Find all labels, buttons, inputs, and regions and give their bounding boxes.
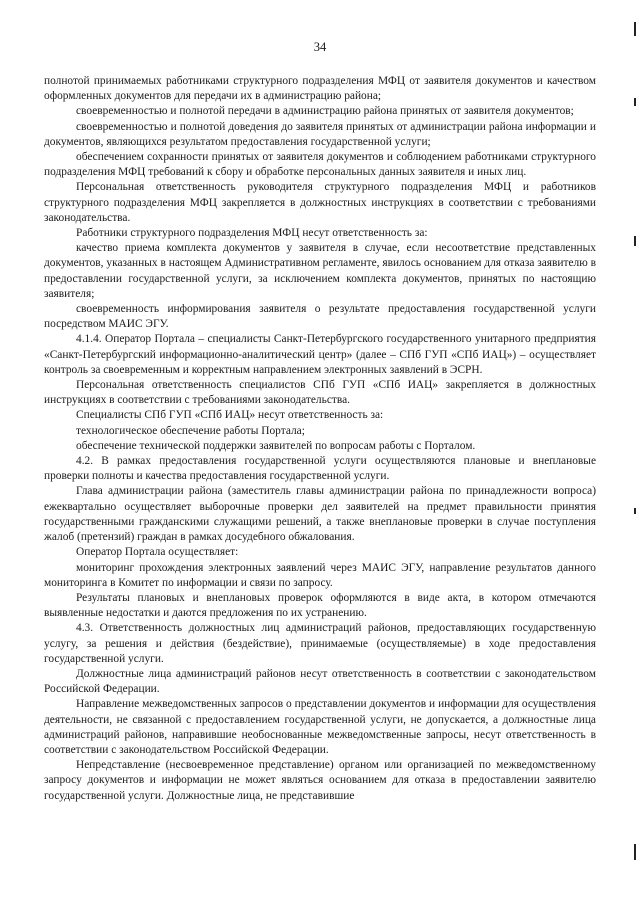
- paragraph: Глава администрации района (заместитель главы администрации района по принадлежности вопроса) ежеквартально осуществляет выборочные проверки дел заявителей на предмет правильности принятия государственными гражданскими служащими решений, а также внеплановые проверки в случае поступления жалоб (претензий) граждан в рамках досудебного обжалования.: [44, 485, 596, 544]
- scan-edge-mark: [634, 98, 636, 106]
- page-number: 34: [313, 40, 327, 54]
- paragraph: качество приема комплекта документов у заявителя в случае, если несоответствие представленных документов, указанных в настоящем Административном регламенте, явилось основанием для отказа заявителю в предоставлении государственной услуги, за исключением комплекта документов, принятых по настоящию заявителя;: [44, 242, 596, 300]
- scan-edge-mark: [634, 844, 636, 860]
- paragraph: своевременность информирования заявителя о результате предоставления государственной услуги посредством МАИС ЭГУ.: [44, 303, 596, 331]
- paragraph: Персональная ответственность руководителя структурного подразделения МФЦ и работников структурного подразделения МФЦ закрепляется в должностных инструкциях в соответствии с требованиями законодательства.: [44, 181, 596, 224]
- document-body: [44, 74, 596, 804]
- paragraph: своевременностью и полнотой передачи в администрацию района принятых от заявителя документов;: [76, 105, 574, 118]
- paragraph: полнотой принимаемых работниками структурного подразделения МФЦ от заявителя документов и качеством оформленных документов для передачи их в администрацию района;: [44, 75, 596, 103]
- paragraph: Результаты плановых и внеплановых проверок оформляются в виде акта, в котором отмечаются выявленные недостатки и даются предложения по их устранению.: [44, 591, 596, 620]
- paragraph: технологическое обеспечение работы Портала;: [76, 424, 305, 437]
- paragraph: 4.2. В рамках предоставления государственной услуги осуществляются плановые и внеплановые проверки полноты и качества предоставления государственной услуги.: [44, 455, 596, 483]
- paragraph: Непредставление (несвоевременное представление) органом или организацией по межведомственному запросу документов и информации не может являться основанием для отказа в предоставлении заявителю государственной услуги. Должностные лица, не представившие: [44, 759, 596, 802]
- paragraph: обеспечением сохранности принятых от заявителя документов и соблюдением работниками структурного подразделения МФЦ требований к сбору и обработке персональных данных заявителя и иных лиц.: [44, 151, 596, 179]
- paragraph: Работники структурного подразделения МФЦ несут ответственность за:: [76, 227, 428, 240]
- paragraph: Должностные лица администраций районов несут ответственность в соответствии с законодательством Российской Федерации.: [44, 667, 596, 696]
- paragraph: Оператор Портала осуществляет:: [76, 546, 239, 559]
- paragraph: мониторинг прохождения электронных заявлений через МАИС ЭГУ, направление результатов данного мониторинга в Комитет по информации и связи по запросу.: [44, 561, 596, 589]
- paragraph: 4.3. Ответственность должностных лиц администраций районов, предоставляющих государственную услугу, за решения и действия (бездействие), принимаемые (осуществляемые) в ходе предоставления государственной услуги.: [44, 622, 596, 665]
- paragraph: обеспечение технической поддержки заявителей по вопросам работы с Порталом.: [76, 439, 476, 452]
- scan-edge-mark: [634, 22, 636, 36]
- paragraph: своевременностью и полнотой доведения до заявителя принятых от администрации района информации и документов, являющихся результатом предоставления государственной услуги;: [44, 120, 596, 148]
- scan-edge-mark: [634, 508, 636, 514]
- paragraph: 4.1.4. Оператор Портала – специалисты Санкт-Петербургского государственного унитарного предприятия «Санкт-Петербургский информационно-аналитический центр» (далее – СПб ГУП «СПб ИАЦ») – осуществляет контроль за своевременным и корректным направлением электронных заявлений в ЭСРН.: [44, 333, 596, 376]
- paragraph: Персональная ответственность специалистов СПб ГУП «СПб ИАЦ» закрепляется в должностных инструкциях в соответствии с требованиями законодательства.: [44, 379, 596, 407]
- paragraph: Специалисты СПб ГУП «СПб ИАЦ» несут ответственность за:: [76, 409, 384, 422]
- scan-edge-mark: [634, 236, 636, 246]
- paragraph: Направление межведомственных запросов о представлении документов и информации для осуществления деятельности, не связанной с предоставлением государственной услуги, не допускается, а должностные лица администраций районов, направившие необоснованные межведомственные запросы, несут ответственность в соответствии с законодательством Российской Федерации.: [44, 698, 596, 756]
